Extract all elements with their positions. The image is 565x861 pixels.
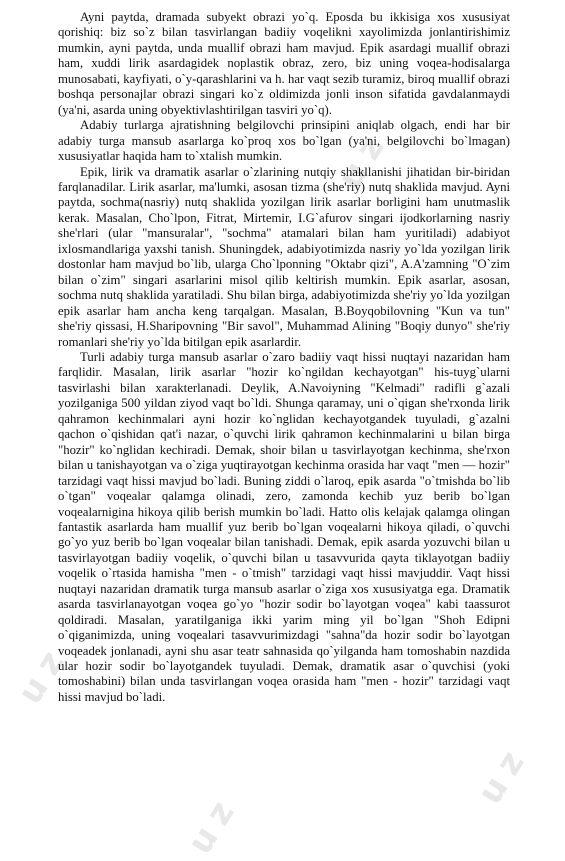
paragraph: Turli adabiy turga mansub asarlar o`zaro badiiy vaqt hissi nuqtayi nazaridan ham farqlidir. Masalan, lirik asarlar "hozir ko`ngildan kechayotgan" his-tuyg`ularni tasvirlashi bilan xarakterlanadi. Deylik, A.Navoiyning "Kelmadi" radifli g`azali yozilganiga 500 yildan ziyod vaqt bo`ldi. Shunga qaramay, uni o`qigan she'rxonda lirik qahramon kechinmalari ayni hozir ko`nglidan kechayotgandek tuyuladi, g`azalni qachon o`qishidan qat'i nazar, o`quvchi lirik qahramon kechinmalarini u bilan birga "hozir" ko`nglidan kechiradi. Demak, shoir bilan u tasvirlayotgan kechinma, she'rxon bilan u tanishayotgan va o`ziga yuqtirayotgan kechinma orasida har vaqt "men — hozir" tarzidagi vaqt hissi mavjud bo`ladi. Buning ziddi o`laroq, epik asarda "o`tmishda bo`lib o`tgan" voqealar qalamga olinadi, zero, zamonda kechib yuz berib bo`lgan voqealarnigina hikoya qilib berish mumkin bo`ladi. Hatto olis kelajak qalamga olingan fantastik asarlarda ham muallif yuz berib bo`lgan voqealarni hikoya qiladi, o`quvchi go`yo yuz berib bo`lgan voqealar bilan tanishadi. Demak, epik asarda yozuvchi bilan u tasvirlayotgan badiiy voqelik, o`quvchi bilan u tasavvurida qayta tiklayotgan badiiy voqelik o`rtasida hamisha "men - o`tmish" tarzidagi vaqt hissi mavjuddir. Vaqt hissi nuqtayi nazaridan dramatik turga mansub asarlar o`ziga xos xususiyatga ega. Dramatik asarda tasvirlanayotgan voqea go`yo "hozir sodir bo`layotgan voqea" kabi taassurot qoldiradi. Masalan, yaratilganiga ikki yarim ming yil bo`lgan "Shoh Edipni o`qiganimizda, uning voqealari tasavvurimizdagi "sahna"da hozir sodir bo`layotgan voqeadek jonlanadi, ayni shu asar teatr sahnasida qo`yilganda ham tomoshabin nazdida ular hozir sodir bo`layotgandek tuyuladi. Demak, dramatik asar o`quvchisi (yoki tomoshabini) bilan unda tasvirlangan voqea orasida ham "men - hozir" tarzidagi vaqt hissi mavjud bo`ladi.: [58, 349, 510, 704]
paragraph: Ayni paytda, dramada subyekt obrazi yo`q. Eposda bu ikkisiga xos xususiyat qorishiq: biz so`z bilan tasvirlangan badiiy voqelikni xayolimizda jonlantirishimiz mumkin, ayni paytda, unda muallif obrazi ham mavjud. Epik asardagi muallif obrazi ham, xuddi lirik asardagidek noplastik obraz, zero, biz uning voqea-hodisalarga munosabati, kayfiyati, o`y-qarashlarini va h. har vaqt sezib turamiz, biroq muallif obrazi boshqa personajlar obrazi singari ko`z oldimizda jonli inson sifatida gavdalanmaydi (ya'ni, asarda uning obyektivlashtirilgan tasviri yo`q).: [58, 10, 510, 117]
paragraph: Adabiy turlarga ajratishning belgilovchi prinsipini aniqlab olgach, endi har bir adabiy turga mansub asarlarga ko`proq xos bo`lgan (ya'ni, belgilovchi bo`lmagan) xususiyatlar haqida ham to`xtalish mumkin.: [58, 118, 510, 164]
watermark: uz: [470, 735, 538, 812]
document-body: [58, 10, 510, 705]
watermark: uz: [180, 785, 248, 861]
paragraph: Epik, lirik va dramatik asarlar o`zlarining nutqiy shakllanishi jihatidan bir-biridan farqlanadilar. Lirik asarlar, ma'lumki, asosan tizma (she'riy) nutq shaklida mavjud. Ayni paytda, sochma(nasriy) nutq shaklida yozilgan lirik asarlar borligini ham unutmaslik kerak. Masalan, Cho`lpon, Fitrat, Mirtemir, I.G`afurov singari ijodkorlarning nasriy she'rlari (ular "mansuralar", "sochma" atamalari bilan ham yuritiladi) adabiyot ixlosmandlariga yaxshi tanish. Shuningdek, adabiyotimizda nasriy yo`lda yozilgan lirik dostonlar ham mavjud bo`lib, ularga Cho`lponning "Oktabr qizi", A.A'zamning "O`zim bilan o`zim" singari asarlarini misol qilib keltirish mumkin. Epik asarlar, asosan, sochma nutq shaklida yaratiladi. Shu bilan birga, adabiyotimizda she'riy yo`lda yozilgan epik asarlar ham ancha keng tarqalgan. Masalan, B.Boyqobilovning "Kun va tun" she'riy qissasi, H.Sharipovning "Bir savol", Muhammad Alining "Boqiy dunyo" she'riy romanlari she'riy yo`lda bitilgan epik asarlardir.: [58, 164, 510, 349]
watermark: uz: [330, 120, 398, 197]
watermark: uz: [10, 635, 78, 712]
